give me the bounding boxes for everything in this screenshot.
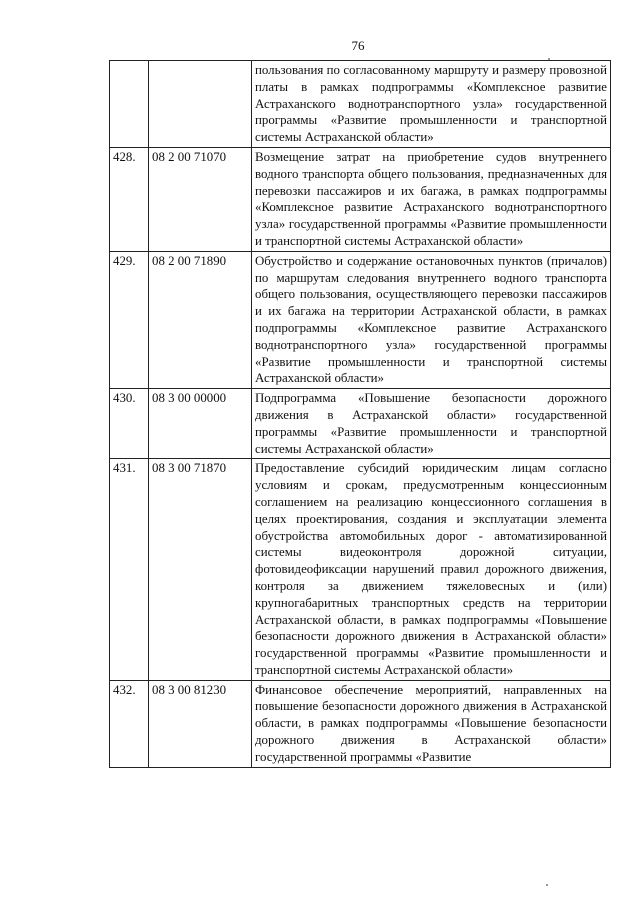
row-code: 08 3 00 71870 — [149, 459, 252, 680]
row-description: Предоставление субсидий юридическим лицам согласно условиям и срокам, предусмотренным концессионным соглашением на реализацию концессионного соглашения в целях проектирования, создания и эксплуатации элемента обустройства автомобильных дорог - автоматизированной системы видеоконтроля дорожной ситуации, фотовидеофиксации нарушений правил дорожного движения, контроля за движением тяжеловесных и (или) крупногабаритных транспортных средств на территории Астраханской области, в рамках подпрограммы «Повышение безопасности дорожного движения в Астраханской области» государственной программы «Развитие промышленности и транспортной системы Астраханской области» — [252, 459, 611, 680]
table-row — [110, 61, 611, 148]
row-number: 429. — [110, 251, 149, 388]
row-description: Обустройство и содержание остановочных пунктов (причалов) по маршрутам следования внутреннего водного транспорта общего пользования, осуществляющего перевозки пассажиров и их багажа на территории Астраханской области, в рамках подпрограммы «Комплексное развитие Астраханского воднотранспортного узла» государственной программы «Развитие промышленности и транспортной системы Астраханской области» — [252, 251, 611, 388]
scan-speck — [548, 58, 550, 60]
table-row — [110, 459, 611, 680]
row-number: 428. — [110, 147, 149, 251]
row-number — [110, 61, 149, 148]
row-description: Финансовое обеспечение мероприятий, направленных на повышение безопасности дорожного движения в Астраханской области, в рамках подпрограммы «Повышение безопасности дорожного движения в Астраханской области» государственной программы «Развитие — [252, 680, 611, 767]
row-number: 430. — [110, 389, 149, 459]
table-row — [110, 147, 611, 251]
row-code: 08 3 00 00000 — [149, 389, 252, 459]
row-description: Подпрограмма «Повышение безопасности дорожного движения в Астраханской области» государственной программы «Развитие промышленности и транспортной системы Астраханской области» — [252, 389, 611, 459]
row-description: пользования по согласованному маршруту и размеру провозной платы в рамках подпрограммы «Комплексное развитие Астраханского воднотранспортного узла» государственной программы «Развитие промышленности и транспортной системы Астраханской области» — [252, 61, 611, 148]
table-row — [110, 389, 611, 459]
table-row — [110, 251, 611, 388]
scan-speck — [546, 884, 548, 886]
page-number: 76 — [351, 38, 365, 53]
row-code — [149, 61, 252, 148]
row-description: Возмещение затрат на приобретение судов внутреннего водного транспорта общего пользования, предназначенных для перевозки пассажиров и их багажа, в рамках подпрограммы «Комплексное развитие Астраханского воднотранспортного узла» государственной программы «Развитие промышленности и транспортной системы Астраханской области» — [252, 147, 611, 251]
row-number: 431. — [110, 459, 149, 680]
row-code: 08 2 00 71070 — [149, 147, 252, 251]
table-row — [110, 680, 611, 767]
row-code: 08 3 00 81230 — [149, 680, 252, 767]
row-number: 432. — [110, 680, 149, 767]
row-code: 08 2 00 71890 — [149, 251, 252, 388]
classification-table — [109, 60, 611, 768]
